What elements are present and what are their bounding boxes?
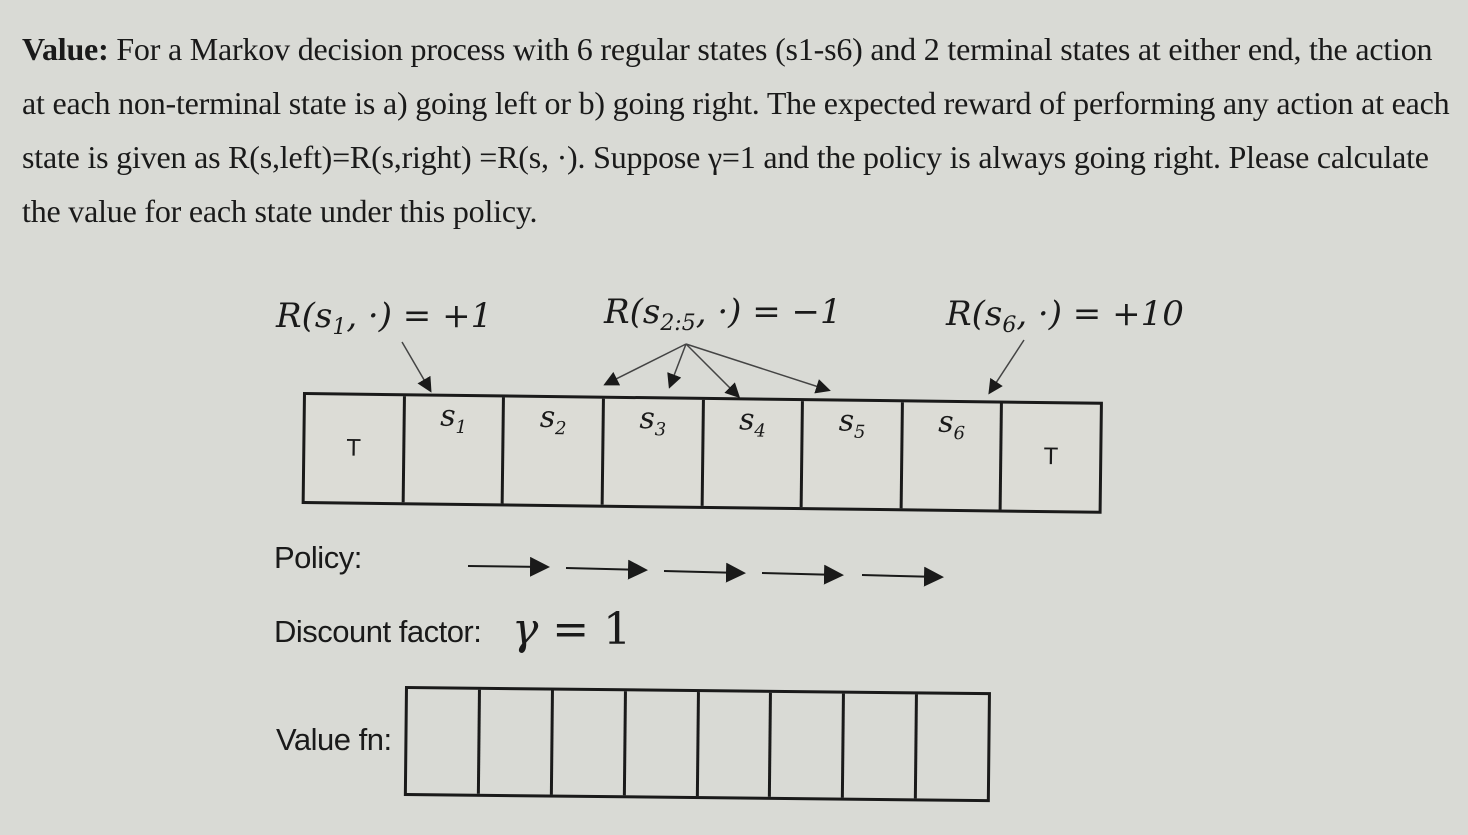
pointer-s3-arrow (670, 344, 686, 386)
reward-s6: $R(s_6$, ·) = +10 (946, 294, 1184, 338)
value-cell (844, 694, 918, 799)
state-strip (302, 392, 1103, 514)
policy-arrow-5 (862, 575, 940, 577)
state-s6: $s_6$ (902, 402, 1003, 509)
state-s5: $s_5$ (803, 401, 904, 508)
value-fn-table (404, 686, 991, 802)
value-fn-label: Value fn: (276, 722, 392, 757)
question-lead: Value: (22, 31, 109, 67)
state-s3: $s_3$ (604, 399, 705, 506)
policy-arrow-3 (664, 571, 742, 573)
value-cell (625, 691, 699, 796)
question-text (22, 22, 1452, 238)
pointer-s5-arrow (686, 344, 828, 390)
gamma-value: 1 (603, 604, 632, 655)
state-s4: $s_4$ (703, 400, 804, 507)
terminal-right: T (1043, 443, 1059, 471)
policy-arrow-2 (566, 568, 644, 570)
pointer-s1-arrow (402, 342, 430, 390)
pointer-s4-arrow (686, 344, 738, 396)
policy-label: Policy: (274, 540, 362, 575)
value-cell (553, 691, 627, 796)
state-s2: $s_2$ (504, 397, 605, 504)
discount-equation (512, 604, 631, 655)
reward-s1: $R(s_1$, ·) = +1 (276, 296, 493, 340)
value-cell (407, 689, 481, 794)
pointer-s6-arrow (990, 340, 1024, 392)
value-cell (480, 690, 554, 795)
state-s1: $s_1$ (404, 396, 505, 503)
pointer-s2-arrow (606, 344, 686, 384)
gamma-symbol: γ (512, 604, 539, 655)
policy-arrow-1 (468, 566, 546, 567)
terminal-left: T (305, 395, 406, 502)
gamma-equals: = (552, 604, 590, 655)
discount-label: Discount factor: (274, 614, 482, 649)
value-cell (917, 694, 988, 799)
reward-s2-5: $R(s_{2:5}$, ·) = −1 (604, 292, 842, 336)
value-cell (698, 692, 772, 797)
question-body: For a Markov decision process with 6 regular states (s1-s6) and 2 terminal states at either end, the action at each non-terminal state is a) going left or b) going right. The expected reward of performing any action at each state is given as R(s,left)=R(s,right) =R(s, ·). Suppose γ=1 and the policy is always going right. Please calculate the value for each state under this policy. (22, 31, 1450, 229)
value-cell (771, 693, 845, 798)
policy-arrow-4 (762, 573, 840, 575)
